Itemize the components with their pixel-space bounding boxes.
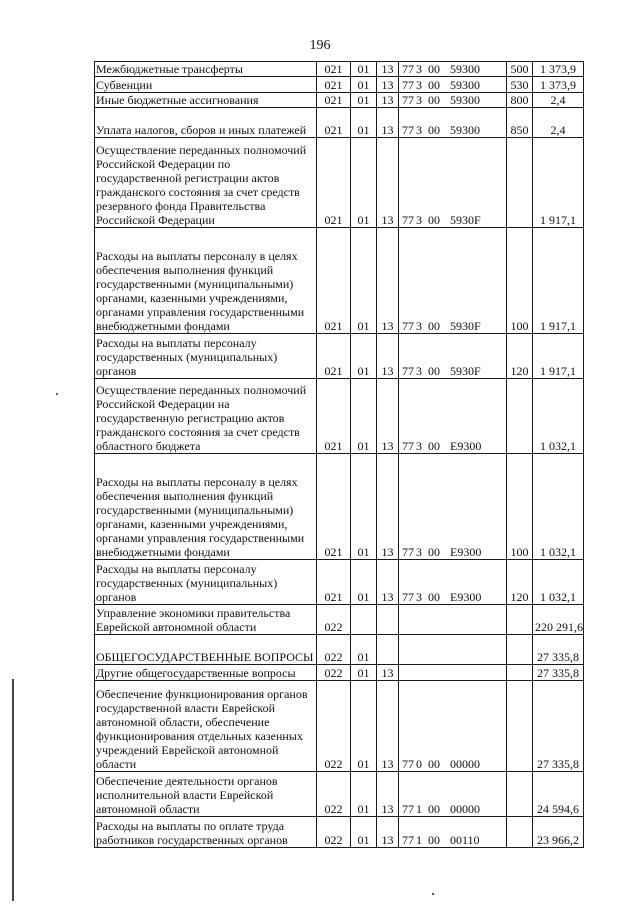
target-article-part: 00 bbox=[428, 78, 440, 92]
cell-section bbox=[351, 605, 377, 635]
cell-expense-type: 100 bbox=[507, 228, 533, 334]
table-row bbox=[95, 379, 584, 454]
cell-grbs: 021 bbox=[317, 77, 351, 93]
cell-expense-type: 800 bbox=[507, 93, 533, 108]
scan-speck bbox=[432, 893, 434, 895]
cell-subsection: 13 bbox=[377, 772, 399, 817]
cell-grbs: 022 bbox=[317, 635, 351, 665]
cell-subsection: 13 bbox=[377, 817, 399, 848]
target-article-part: 77 bbox=[402, 545, 414, 559]
target-article-part: 77 bbox=[402, 590, 414, 604]
cell-target-article bbox=[399, 681, 507, 772]
cell-expense-type: 530 bbox=[507, 77, 533, 93]
cell-target-article bbox=[399, 108, 507, 138]
cell-target-article bbox=[399, 62, 507, 77]
cell-name: Расходы на выплаты по оплате труда работников государственных органов bbox=[95, 817, 317, 848]
cell-name: Межбюджетные трансферты bbox=[95, 62, 317, 77]
target-article-part: 3 bbox=[416, 123, 422, 137]
cell-subsection: 13 bbox=[377, 379, 399, 454]
target-article-part: 77 bbox=[402, 439, 414, 453]
cell-amount: 23 966,2 bbox=[533, 817, 584, 848]
target-article-part: 00 bbox=[428, 93, 440, 107]
table-body bbox=[95, 62, 584, 848]
target-article-part: 00 bbox=[428, 213, 440, 227]
table-row bbox=[95, 93, 584, 108]
cell-target-article bbox=[399, 605, 507, 635]
target-article-part: 3 bbox=[416, 364, 422, 378]
target-article-part: 3 bbox=[416, 439, 422, 453]
cell-subsection: 13 bbox=[377, 228, 399, 334]
table-row bbox=[95, 77, 584, 93]
cell-name: ОБЩЕГОСУДАРСТВЕННЫЕ ВОПРОСЫ bbox=[95, 635, 317, 665]
cell-amount: 220 291,6 bbox=[533, 605, 584, 635]
cell-expense-type: 850 bbox=[507, 108, 533, 138]
cell-expense-type bbox=[507, 681, 533, 772]
cell-name: Уплата налогов, сборов и иных платежей bbox=[95, 108, 317, 138]
target-article-part: 59300 bbox=[450, 62, 480, 76]
target-article-part: 77 bbox=[402, 833, 414, 847]
target-article-part: 77 bbox=[402, 62, 414, 76]
cell-name: Расходы на выплаты персоналу в целях обеспечения выполнения функций государственными (муниципальными) органами, казенными учреждениями, органами управления государственными внебюджетными фондами bbox=[95, 454, 317, 560]
table-row bbox=[95, 605, 584, 635]
target-article-part: 59300 bbox=[450, 123, 480, 137]
cell-amount: 27 335,8 bbox=[533, 665, 584, 681]
cell-expense-type bbox=[507, 138, 533, 228]
table-row bbox=[95, 108, 584, 138]
cell-amount: 2,4 bbox=[533, 108, 584, 138]
cell-grbs: 022 bbox=[317, 817, 351, 848]
cell-name: Расходы на выплаты персоналу в целях обеспечения выполнения функций государственными (муниципальными) органами, казенными учреждениями, органами управления государственными внебюджетными фондами bbox=[95, 228, 317, 334]
cell-target-article bbox=[399, 454, 507, 560]
cell-subsection: 13 bbox=[377, 665, 399, 681]
target-article-part: 00 bbox=[428, 439, 440, 453]
target-article-part: Е9300 bbox=[450, 590, 482, 604]
cell-target-article bbox=[399, 772, 507, 817]
cell-subsection bbox=[377, 635, 399, 665]
cell-target-article bbox=[399, 379, 507, 454]
target-article-part: 00 bbox=[428, 62, 440, 76]
target-article-part: 59300 bbox=[450, 78, 480, 92]
target-article-part: 77 bbox=[402, 78, 414, 92]
cell-name: Расходы на выплаты персоналу государственных (муниципальных) органов bbox=[95, 560, 317, 605]
cell-grbs: 022 bbox=[317, 681, 351, 772]
cell-grbs: 021 bbox=[317, 138, 351, 228]
cell-expense-type: 120 bbox=[507, 334, 533, 379]
cell-subsection: 13 bbox=[377, 77, 399, 93]
target-article-part: 59300 bbox=[450, 93, 480, 107]
cell-subsection: 13 bbox=[377, 93, 399, 108]
cell-section: 01 bbox=[351, 77, 377, 93]
cell-target-article bbox=[399, 635, 507, 665]
cell-target-article bbox=[399, 665, 507, 681]
cell-expense-type bbox=[507, 817, 533, 848]
cell-section: 01 bbox=[351, 560, 377, 605]
cell-target-article bbox=[399, 228, 507, 334]
cell-section: 01 bbox=[351, 681, 377, 772]
cell-name: Другие общегосударственные вопросы bbox=[95, 665, 317, 681]
cell-grbs: 021 bbox=[317, 228, 351, 334]
cell-name: Обеспечение деятельности органов исполнительной власти Еврейской автономной области bbox=[95, 772, 317, 817]
cell-section: 01 bbox=[351, 379, 377, 454]
cell-target-article bbox=[399, 93, 507, 108]
cell-target-article bbox=[399, 138, 507, 228]
target-article-part: 3 bbox=[416, 62, 422, 76]
cell-name: Субвенции bbox=[95, 77, 317, 93]
cell-target-article bbox=[399, 560, 507, 605]
cell-subsection: 13 bbox=[377, 138, 399, 228]
cell-subsection bbox=[377, 605, 399, 635]
target-article-part: 00 bbox=[428, 590, 440, 604]
target-article-part: 77 bbox=[402, 364, 414, 378]
target-article-part: 5930F bbox=[450, 319, 481, 333]
budget-table bbox=[94, 61, 584, 848]
cell-target-article bbox=[399, 334, 507, 379]
scan-margin-line bbox=[12, 679, 14, 901]
cell-grbs: 021 bbox=[317, 379, 351, 454]
target-article-part: 00110 bbox=[450, 833, 480, 847]
cell-amount: 1 032,1 bbox=[533, 454, 584, 560]
target-article-part: 00 bbox=[428, 757, 440, 771]
cell-section: 01 bbox=[351, 228, 377, 334]
cell-expense-type bbox=[507, 635, 533, 665]
target-article-part: 1 bbox=[416, 802, 422, 816]
cell-name: Осуществление переданных полномочий Российской Федерации на государственную регистрацию актов гражданского состояния за счет средств областного бюджета bbox=[95, 379, 317, 454]
cell-subsection: 13 bbox=[377, 454, 399, 560]
target-article-part: 3 bbox=[416, 93, 422, 107]
cell-subsection: 13 bbox=[377, 334, 399, 379]
cell-expense-type bbox=[507, 665, 533, 681]
target-article-part: 00 bbox=[428, 123, 440, 137]
cell-amount: 2,4 bbox=[533, 93, 584, 108]
target-article-part: 77 bbox=[402, 319, 414, 333]
cell-subsection: 13 bbox=[377, 62, 399, 77]
cell-grbs: 022 bbox=[317, 605, 351, 635]
cell-grbs: 021 bbox=[317, 108, 351, 138]
cell-section: 01 bbox=[351, 635, 377, 665]
target-article-part: 00 bbox=[428, 802, 440, 816]
cell-section: 01 bbox=[351, 334, 377, 379]
cell-amount: 24 594,6 bbox=[533, 772, 584, 817]
target-article-part: 77 bbox=[402, 802, 414, 816]
cell-grbs: 021 bbox=[317, 93, 351, 108]
cell-amount: 1 373,9 bbox=[533, 62, 584, 77]
target-article-part: 3 bbox=[416, 319, 422, 333]
cell-subsection: 13 bbox=[377, 560, 399, 605]
target-article-part: 00000 bbox=[450, 802, 480, 816]
target-article-part: 00 bbox=[428, 833, 440, 847]
cell-section: 01 bbox=[351, 454, 377, 560]
target-article-part: Е9300 bbox=[450, 545, 482, 559]
cell-section: 01 bbox=[351, 62, 377, 77]
target-article-part: 77 bbox=[402, 213, 414, 227]
cell-subsection: 13 bbox=[377, 681, 399, 772]
target-article-part: Е9300 bbox=[450, 439, 482, 453]
cell-name: Расходы на выплаты персоналу государственных (муниципальных) органов bbox=[95, 334, 317, 379]
cell-amount: 1 917,1 bbox=[533, 138, 584, 228]
cell-section: 01 bbox=[351, 665, 377, 681]
cell-expense-type bbox=[507, 772, 533, 817]
cell-target-article bbox=[399, 817, 507, 848]
cell-amount: 1 917,1 bbox=[533, 228, 584, 334]
cell-amount: 1 373,9 bbox=[533, 77, 584, 93]
cell-name: Осуществление переданных полномочий Российской Федерации по государственной регистрации актов гражданского состояния за счет средств резервного фонда Правительства Российской Федерации bbox=[95, 138, 317, 228]
target-article-part: 5930F bbox=[450, 364, 481, 378]
cell-amount: 1 032,1 bbox=[533, 560, 584, 605]
table-row bbox=[95, 681, 584, 772]
cell-grbs: 021 bbox=[317, 62, 351, 77]
target-article-part: 00 bbox=[428, 545, 440, 559]
target-article-part: 0 bbox=[416, 757, 422, 771]
table-row bbox=[95, 665, 584, 681]
cell-section: 01 bbox=[351, 108, 377, 138]
cell-expense-type: 100 bbox=[507, 454, 533, 560]
cell-amount: 1 032,1 bbox=[533, 379, 584, 454]
target-article-part: 77 bbox=[402, 93, 414, 107]
scan-speck bbox=[56, 393, 58, 395]
cell-target-article bbox=[399, 77, 507, 93]
target-article-part: 1 bbox=[416, 833, 422, 847]
table-row bbox=[95, 454, 584, 560]
cell-amount: 27 335,8 bbox=[533, 635, 584, 665]
table-row bbox=[95, 228, 584, 334]
cell-grbs: 022 bbox=[317, 665, 351, 681]
cell-grbs: 021 bbox=[317, 334, 351, 379]
cell-name: Иные бюджетные ассигнования bbox=[95, 93, 317, 108]
cell-amount: 27 335,8 bbox=[533, 681, 584, 772]
cell-expense-type bbox=[507, 379, 533, 454]
table-row bbox=[95, 772, 584, 817]
cell-expense-type: 500 bbox=[507, 62, 533, 77]
target-article-part: 00000 bbox=[450, 757, 480, 771]
page-number: 196 bbox=[309, 38, 331, 53]
table-row bbox=[95, 62, 584, 77]
cell-grbs: 022 bbox=[317, 772, 351, 817]
cell-name: Обеспечение функционирования органов государственной власти Еврейской автономной области, обеспечение функционирования отдельных казенных учреждений Еврейской автономной области bbox=[95, 681, 317, 772]
table-row bbox=[95, 334, 584, 379]
target-article-part: 00 bbox=[428, 364, 440, 378]
cell-grbs: 021 bbox=[317, 454, 351, 560]
cell-subsection: 13 bbox=[377, 108, 399, 138]
cell-section: 01 bbox=[351, 93, 377, 108]
cell-section: 01 bbox=[351, 138, 377, 228]
cell-amount: 1 917,1 bbox=[533, 334, 584, 379]
cell-grbs: 021 bbox=[317, 560, 351, 605]
target-article-part: 77 bbox=[402, 757, 414, 771]
target-article-part: 5930F bbox=[450, 213, 481, 227]
target-article-part: 3 bbox=[416, 590, 422, 604]
target-article-part: 3 bbox=[416, 78, 422, 92]
target-article-part: 00 bbox=[428, 319, 440, 333]
table-row bbox=[95, 635, 584, 665]
target-article-part: 3 bbox=[416, 545, 422, 559]
cell-section: 01 bbox=[351, 817, 377, 848]
target-article-part: 77 bbox=[402, 123, 414, 137]
cell-name: Управление экономики правительства Еврейской автономной области bbox=[95, 605, 317, 635]
cell-expense-type bbox=[507, 605, 533, 635]
cell-section: 01 bbox=[351, 772, 377, 817]
table-row bbox=[95, 138, 584, 228]
cell-expense-type: 120 bbox=[507, 560, 533, 605]
target-article-part: 3 bbox=[416, 213, 422, 227]
table-row bbox=[95, 560, 584, 605]
table-row bbox=[95, 817, 584, 848]
